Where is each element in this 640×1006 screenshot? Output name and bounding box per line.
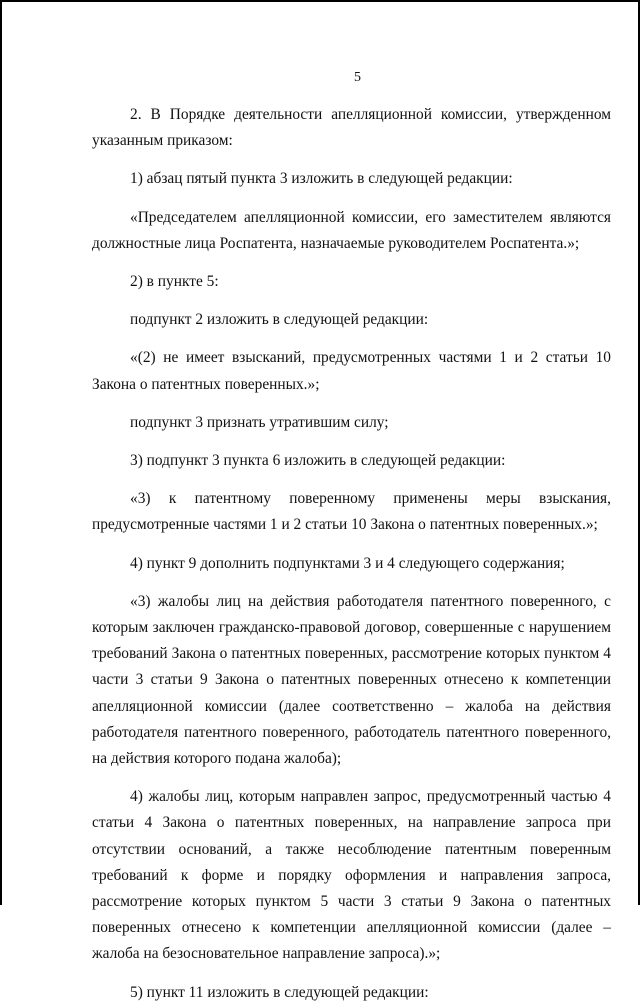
paragraph-13: 5) пункт 11 изложить в следующей редакции:: [130, 983, 429, 1001]
paragraph-11: «3) жалобы лиц на действия работодателя патентного поверенного, с которым заключен гражданско-правовой договор, совершенные с нарушением требований Закона о патентных поверенных, рассмотрение которых пунктом 4 части 3 статьи 9 Закона о патентных поверенных отнесено к компетенции апелляционной комиссии (далее соответственно – жалоба на действия работодателя патентного поверенного, работодатель патентного поверенного, на действия которого подана жалоба);: [92, 592, 611, 768]
paragraph-10: 4) пункт 9 дополнить подпунктами 3 и 4 следующего содержания;: [130, 554, 565, 572]
paragraph-2: 1) абзац пятый пункта 3 изложить в следующей редакции:: [130, 170, 513, 188]
paragraph-7: подпункт 3 признать утратившим силу;: [130, 413, 389, 431]
paragraph-4: 2) в пункте 5:: [130, 273, 219, 291]
paragraph-3: «Председателем апелляционной комиссии, его заместителем являются должностные лица Роспатента, назначаемые руководителем Роспатента.»;: [92, 208, 611, 252]
paragraph-5: подпункт 2 изложить в следующей редакции:: [130, 311, 429, 329]
paragraph-12: 4) жалобы лиц, которым направлен запрос, предусмотренный частью 4 статьи 4 Закона о патентных поверенных, на направление запроса при отсутствии оснований, а также несоблюдение патентным поверенным требований к форме и порядку оформления и направления запроса, рассмотрение которых пунктом 5 части 3 статьи 9 Закона о патентных поверенных отнесено к компетенции апелляционной комиссии (далее – жалоба на безосновательное направление запроса).»;: [92, 788, 611, 963]
paragraph-8: 3) подпункт 3 пункта 6 изложить в следующей редакции:: [130, 452, 506, 470]
page-number: 5: [354, 70, 361, 85]
paragraph-1: 2. В Порядке деятельности апелляционной комиссии, утвержденном указанным приказом:: [92, 106, 611, 150]
paragraph-6: «(2) не имеет взысканий, предусмотренных частями 1 и 2 статьи 10 Закона о патентных поверенных.»;: [92, 349, 611, 393]
document-page: [92, 70, 611, 1006]
paragraph-9: «3) к патентному поверенному применены меры взыскания, предусмотренные частями 1 и 2 статьи 10 Закона о патентных поверенных.»;: [92, 490, 611, 534]
